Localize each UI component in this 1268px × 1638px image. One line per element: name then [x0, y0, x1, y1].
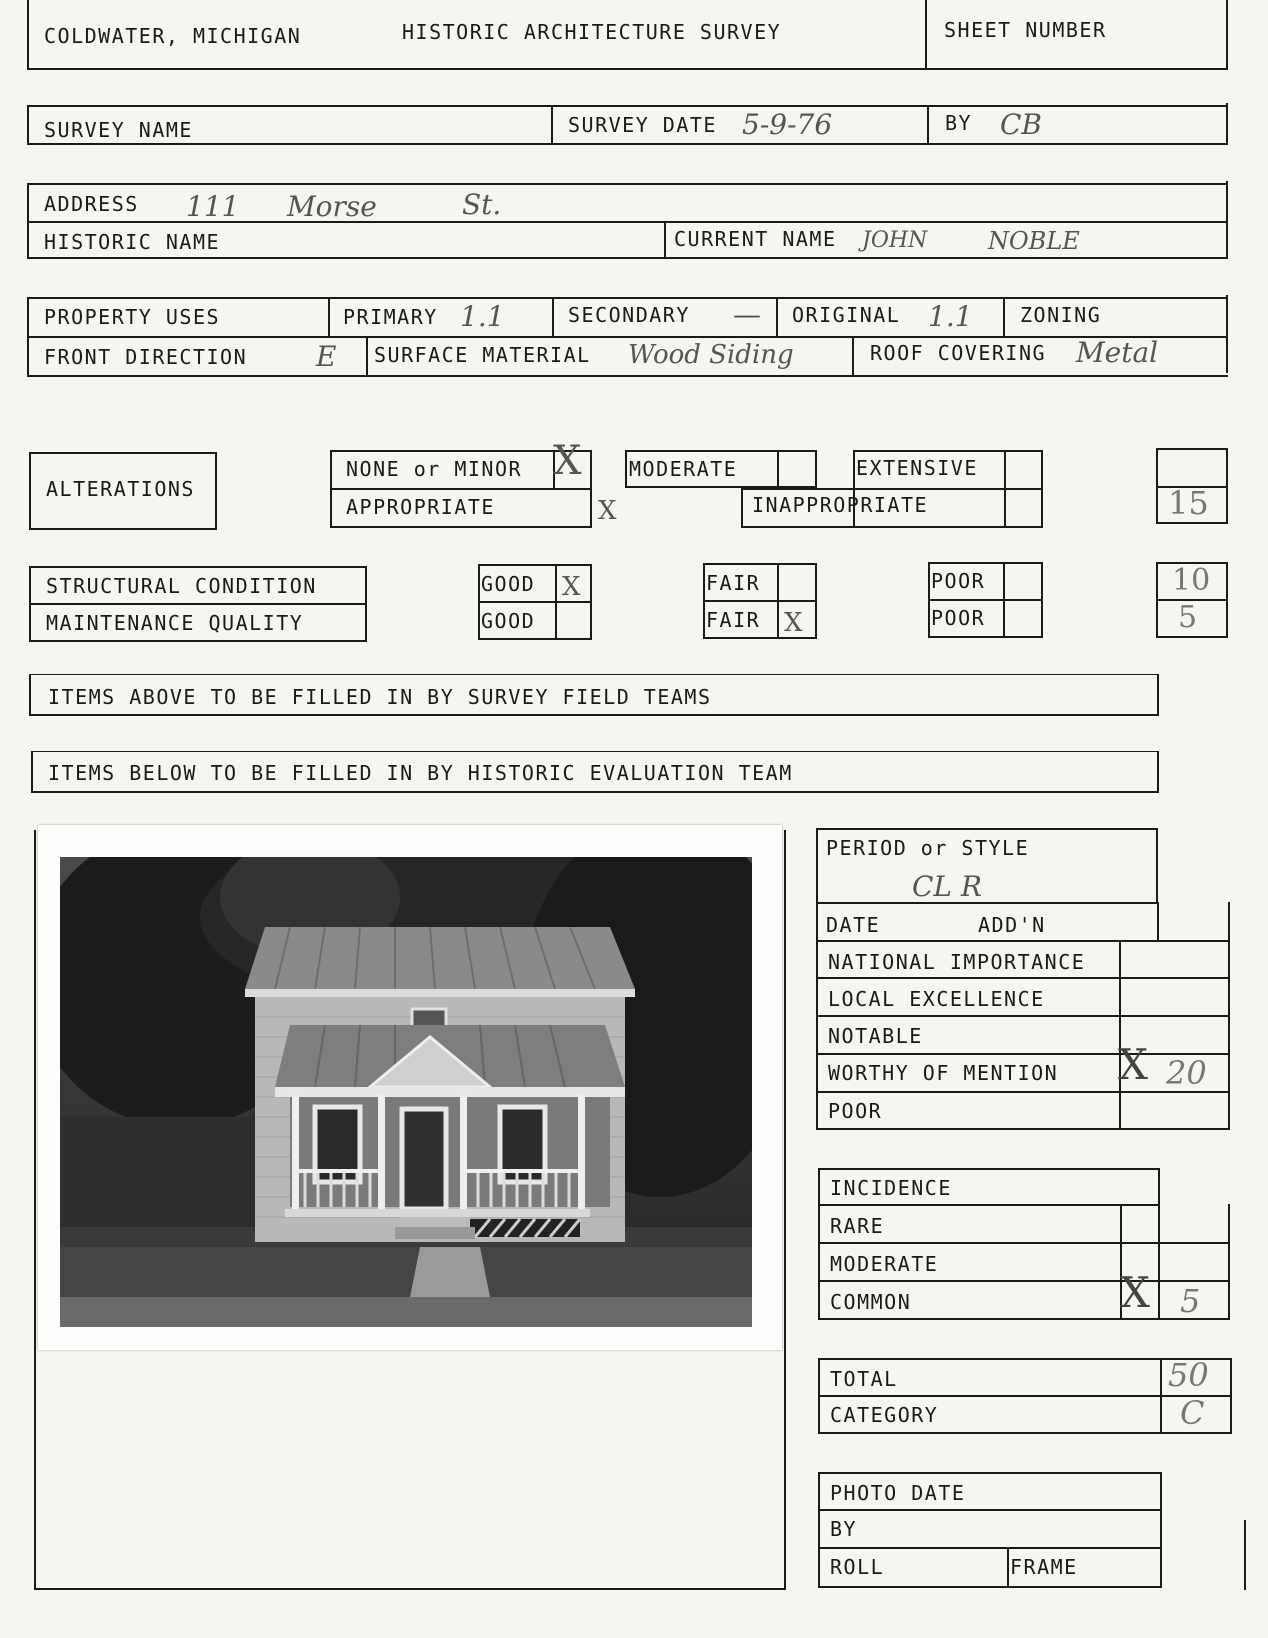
- primary-divider: [328, 297, 330, 337]
- photo-date-label: PHOTO DATE: [830, 1481, 966, 1505]
- eval-col-2: [1157, 902, 1159, 940]
- field-teams-note: ITEMS ABOVE TO BE FILLED IN BY SURVEY FIELD TEAMS: [48, 685, 712, 709]
- incidence-col-2: [1158, 1204, 1160, 1320]
- secondary-label: SECONDARY: [568, 303, 690, 327]
- survey-date-label: SURVEY DATE: [568, 113, 717, 137]
- fair-label-structural: FAIR: [706, 571, 761, 595]
- address-suffix: St.: [462, 188, 502, 221]
- good-label-structural: GOOD: [481, 572, 536, 596]
- address-label: ADDRESS: [44, 192, 139, 216]
- address-number: 111: [186, 190, 240, 223]
- historic-name-label: HISTORIC NAME: [44, 230, 221, 254]
- appropriate-mark: X: [598, 496, 617, 526]
- secondary-divider: [552, 297, 554, 337]
- survey-right-edge: [1226, 103, 1228, 143]
- worthy-score: 20: [1166, 1054, 1207, 1092]
- current-name-first: JOHN: [862, 228, 928, 253]
- roof-divider: [852, 336, 854, 376]
- roof-covering-label: ROOF COVERING: [870, 341, 1047, 365]
- frame-label: FRAME: [1010, 1555, 1078, 1579]
- sheet-number-label: SHEET NUMBER: [944, 18, 1107, 42]
- original-value: 1.1: [928, 300, 973, 333]
- none-minor-mark: X: [553, 438, 582, 484]
- roll-label: ROLL: [830, 1555, 885, 1579]
- survey-divider-1: [551, 105, 553, 145]
- totals-divider: [818, 1395, 1230, 1397]
- alterations-label: ALTERATIONS: [46, 477, 195, 501]
- maintenance-score: 5: [1178, 600, 1198, 635]
- maintenance-quality-label: MAINTENANCE QUALITY: [46, 611, 304, 635]
- good-check-divider: [555, 564, 557, 640]
- moderate-label: MODERATE: [629, 457, 738, 481]
- photo-info-line-2: [818, 1547, 1160, 1549]
- moderate-check-divider: [777, 450, 779, 488]
- worthy-mark: X: [1118, 1040, 1148, 1089]
- structural-score: 10: [1172, 563, 1211, 598]
- structural-condition-label: STRUCTURAL CONDITION: [46, 574, 317, 598]
- local-excellence-label: LOCAL EXCELLENCE: [828, 987, 1045, 1011]
- photo-info-line-1: [818, 1509, 1160, 1511]
- poor-label-structural: POOR: [931, 569, 986, 593]
- frame-divider: [1007, 1547, 1009, 1587]
- category-value: C: [1180, 1394, 1205, 1432]
- header-divider: [925, 0, 927, 68]
- notable-label: NOTABLE: [828, 1024, 923, 1048]
- eval-col-1: [1119, 940, 1121, 1130]
- poor-check-divider: [1003, 562, 1005, 638]
- front-direction-label: FRONT DIRECTION: [44, 345, 248, 369]
- eval-line-3: [816, 1015, 1230, 1017]
- survey-date-value: 5-9-76: [742, 108, 833, 141]
- primary-label: PRIMARY: [343, 305, 438, 329]
- none-minor-label: NONE or MINOR: [346, 457, 523, 481]
- fair-label-maintenance: FAIR: [706, 608, 761, 632]
- maintenance-fair-mark: X: [784, 608, 803, 638]
- worthy-of-mention-label: WORTHY OF MENTION: [828, 1061, 1059, 1085]
- property-right-edge: [1226, 295, 1228, 373]
- eval-line-5: [816, 1091, 1230, 1093]
- current-name-top: [664, 221, 1226, 223]
- date-label: DATE: [826, 913, 881, 937]
- address-street: Morse: [287, 190, 377, 223]
- totals-col: [1160, 1358, 1162, 1434]
- appropriate-check-divider: [590, 490, 592, 528]
- moderate-incidence-label: MODERATE: [830, 1252, 939, 1276]
- current-name-last: NOBLE: [988, 227, 1080, 255]
- roof-covering-value: Metal: [1076, 336, 1159, 369]
- survey-by-value: CB: [1000, 108, 1042, 141]
- survey-divider-2: [927, 105, 929, 145]
- total-label: TOTAL: [830, 1367, 898, 1391]
- period-style-label: PERIOD or STYLE: [826, 836, 1030, 860]
- common-label: COMMON: [830, 1290, 912, 1314]
- common-score: 5: [1180, 1282, 1201, 1320]
- inappropriate-left: [741, 488, 743, 528]
- incidence-line-1: [818, 1242, 1230, 1244]
- evaluation-note: ITEMS BELOW TO BE FILLED IN BY HISTORIC EVALUATION TEAM: [48, 761, 793, 785]
- rare-label: RARE: [830, 1214, 885, 1238]
- current-name-label: CURRENT NAME: [674, 227, 837, 251]
- inappropriate-bottom: [741, 526, 853, 528]
- current-name-divider: [664, 221, 666, 258]
- poor-eval-label: POOR: [828, 1099, 883, 1123]
- property-row-divider: [27, 336, 1226, 338]
- property-uses-label: PROPERTY USES: [44, 305, 221, 329]
- none-minor-divider: [330, 488, 590, 490]
- surface-divider: [366, 336, 368, 376]
- incidence-label: INCIDENCE: [830, 1176, 952, 1200]
- poor-label-maintenance: POOR: [931, 606, 986, 630]
- incidence-line-2: [818, 1280, 1230, 1282]
- fair-divider: [703, 600, 815, 602]
- front-direction-value: E: [316, 340, 337, 373]
- primary-value: 1.1: [460, 300, 505, 333]
- extensive-divider: [741, 488, 1041, 490]
- common-mark: X: [1120, 1268, 1150, 1317]
- survey-by-label: BY: [945, 111, 973, 135]
- extensive-label: EXTENSIVE: [856, 456, 978, 480]
- address-right-edge: [1226, 181, 1228, 257]
- surface-material-label: SURFACE MATERIAL: [374, 343, 591, 367]
- condition-label-divider: [29, 603, 365, 605]
- structural-good-mark: X: [562, 572, 581, 602]
- zoning-label: ZONING: [1020, 303, 1102, 327]
- fair-check-divider: [777, 563, 779, 639]
- city-label: COLDWATER, MICHIGAN: [44, 24, 302, 48]
- survey-title: HISTORIC ARCHITECTURE SURVEY: [402, 20, 782, 44]
- eval-line-1: [816, 940, 1230, 942]
- poor-divider: [928, 599, 1041, 601]
- period-style-value: CL R: [912, 870, 982, 903]
- photo-by-label: BY: [830, 1517, 858, 1541]
- category-label: CATEGORY: [830, 1403, 939, 1427]
- inappropriate-label: INAPPROPRIATE: [752, 493, 929, 517]
- secondary-value: —: [733, 298, 761, 331]
- national-importance-label: NATIONAL IMPORTANCE: [828, 950, 1086, 974]
- house-photo: [60, 857, 752, 1327]
- original-label: ORIGINAL: [792, 303, 901, 327]
- zoning-divider: [1003, 297, 1005, 337]
- appropriate-label: APPROPRIATE: [346, 495, 495, 519]
- original-divider: [776, 297, 778, 337]
- surface-material-value: Wood Siding: [628, 340, 794, 370]
- eval-line-2: [816, 977, 1230, 979]
- addn-label: ADD'N: [978, 913, 1046, 937]
- good-label-maintenance: GOOD: [481, 609, 536, 633]
- alterations-score: 15: [1168, 484, 1209, 522]
- total-value: 50: [1168, 1356, 1209, 1394]
- right-edge-rule: [1244, 1520, 1246, 1590]
- survey-name-label: SURVEY NAME: [44, 118, 193, 142]
